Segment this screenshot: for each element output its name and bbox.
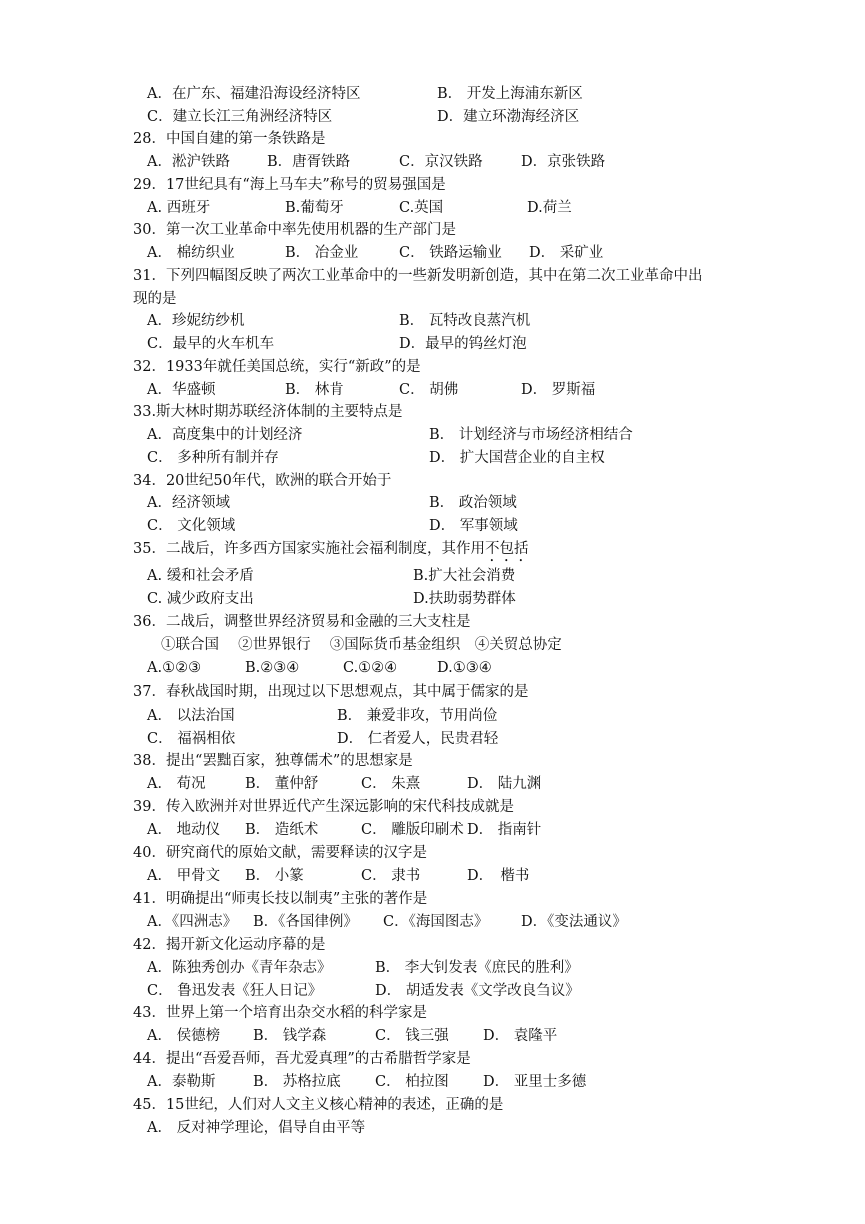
q30-option-d: D． 采矿业 <box>529 245 604 261</box>
q42-option-a: A．陈独秀创办《青年杂志》 <box>147 960 332 976</box>
q29-option-d: D.荷兰 <box>527 200 572 216</box>
q30-stem: 30．第一次工业革命中率先使用机器的生产部门是 <box>133 222 456 238</box>
q27-option-a: A．在广东、福建沿海设经济特区 <box>147 86 361 102</box>
q29-option-b: B.葡萄牙 <box>285 200 344 216</box>
q31-option-b: B． 瓦特改良蒸汽机 <box>399 313 531 329</box>
q35-stem-emphasis: 不包括 <box>484 541 529 557</box>
q40-option-c: C． 隶书 <box>361 868 421 884</box>
q38-stem: 38．提出“罢黜百家，独尊儒术”的思想家是 <box>133 753 413 769</box>
q44-option-c: C． 柏拉图 <box>375 1074 449 1090</box>
q44-option-b: B． 苏格拉底 <box>253 1074 341 1090</box>
q37-stem: 37．春秋战国时期，出现过以下思想观点，其中属于儒家的是 <box>133 684 529 700</box>
q40-option-d: D． 楷书 <box>467 868 530 884</box>
q33-option-d: D． 扩大国营企业的自主权 <box>429 450 605 466</box>
q32-option-b: B． 林肯 <box>285 382 344 398</box>
q41-option-b: B．《各国律例》 <box>253 914 358 930</box>
q32-option-c: C． 胡佛 <box>399 382 459 398</box>
q35-option-b: B.扩大社会消费 <box>413 568 516 584</box>
q36-stem: 36．二战后，调整世界经济贸易和金融的三大支柱是 <box>133 614 471 630</box>
q35-option-c: C. 减少政府支出 <box>147 591 254 607</box>
q29-stem: 29．17世纪具有“海上马车夫”称号的贸易强国是 <box>133 177 446 193</box>
q32-stem: 32．1933年就任美国总统，实行“新政”的是 <box>133 359 421 375</box>
q38-option-b: B． 董仲舒 <box>245 776 319 792</box>
q41-option-a: A．《四洲志》 <box>147 914 238 930</box>
q39-option-c: C． 雕版印刷术 <box>361 822 464 838</box>
q29-option-a: A. 西班牙 <box>147 200 211 216</box>
q44-option-a: A．泰勒斯 <box>147 1074 216 1090</box>
q40-option-a: A． 甲骨文 <box>147 868 221 884</box>
q36-option-b: B.②③④ <box>245 660 300 676</box>
q31-option-d: D．最早的钨丝灯泡 <box>399 336 527 352</box>
q36-option-a: A.①②③ <box>147 660 202 676</box>
q34-option-b: B． 政治领域 <box>429 495 517 511</box>
q40-stem: 40．研究商代的原始文献，需要释读的汉字是 <box>133 845 427 861</box>
q41-option-c: C．《海国图志》 <box>383 914 489 930</box>
q42-option-d: D． 胡适发表《文学改良刍议》 <box>375 983 580 999</box>
q28-option-b: B．唐胥铁路 <box>267 154 351 170</box>
q31-option-c: C．最早的火车机车 <box>147 336 275 352</box>
q35-stem-text: 35．二战后，许多西方国家实施社会福利制度，其作用 <box>133 541 485 557</box>
q33-option-b: B． 计划经济与市场经济相结合 <box>429 427 633 443</box>
q27-option-b: B． 开发上海浦东新区 <box>437 86 583 102</box>
q39-stem: 39．传入欧洲并对世界近代产生深远影响的宋代科技成就是 <box>133 799 514 815</box>
q37-option-c: C． 福祸相依 <box>147 731 236 747</box>
q28-option-c: C．京汉铁路 <box>399 154 483 170</box>
q37-option-d: D． 仁者爱人，民贵君轻 <box>337 731 499 747</box>
q39-option-a: A． 地动仪 <box>147 822 221 838</box>
q36-option-d: D.①③④ <box>437 660 492 676</box>
q30-option-c: C． 铁路运输业 <box>399 245 502 261</box>
q43-option-b: B． 钱学森 <box>253 1028 327 1044</box>
q40-option-b: B． 小篆 <box>245 868 304 884</box>
q41-option-d: D．《变法通议》 <box>521 914 627 930</box>
q33-option-a: A．高度集中的计划经济 <box>147 427 303 443</box>
q31-option-a: A．珍妮纺纱机 <box>147 313 245 329</box>
q44-stem: 44．提出“吾爱吾师，吾尤爱真理”的古希腊哲学家是 <box>133 1051 471 1067</box>
q42-stem: 42．揭开新文化运动序幕的是 <box>133 937 326 953</box>
q37-option-a: A． 以法治国 <box>147 708 235 724</box>
q45-option-a: A． 反对神学理论，倡导自由平等 <box>147 1120 366 1136</box>
q43-stem: 43．世界上第一个培育出杂交水稻的科学家是 <box>133 1005 427 1021</box>
q30-option-b: B． 冶金业 <box>285 245 359 261</box>
q42-option-b: B． 李大钊发表《庶民的胜利》 <box>375 960 579 976</box>
q34-option-c: C． 文化领域 <box>147 518 236 534</box>
q43-option-c: C． 钱三强 <box>375 1028 449 1044</box>
q43-option-d: D． 袁隆平 <box>483 1028 558 1044</box>
q35-stem <box>133 539 528 565</box>
q28-option-a: A．淞沪铁路 <box>147 154 230 170</box>
q34-option-d: D． 军事领域 <box>429 518 518 534</box>
q33-stem: 33.斯大林时期苏联经济体制的主要特点是 <box>133 404 403 420</box>
q35-option-d: D.扶助弱势群体 <box>413 591 516 607</box>
q41-stem: 41．明确提出“师夷长技以制夷”主张的著作是 <box>133 891 428 907</box>
q36-option-c: C.①②④ <box>343 660 398 676</box>
q39-option-b: B． 造纸术 <box>245 822 319 838</box>
q30-option-a: A． 棉纺织业 <box>147 245 235 261</box>
q32-option-a: A．华盛顿 <box>147 382 216 398</box>
q36-items: ①联合国 ②世界银行 ③国际货币基金组织 ④关贸总协定 <box>161 637 562 653</box>
q31-stem-line1: 31．下列四幅图反映了两次工业革命中的一些新发明新创造，其中在第二次工业革命中出 <box>133 268 703 284</box>
q34-option-a: A．经济领域 <box>147 495 230 511</box>
q27-option-d: D．建立环渤海经济区 <box>437 109 580 125</box>
q34-stem: 34．20世纪50年代，欧洲的联合开始于 <box>133 473 392 489</box>
q29-option-c: C.英国 <box>399 200 444 216</box>
q45-stem: 45．15世纪，人们对人文主义核心精神的表述，正确的是 <box>133 1097 504 1113</box>
q28-option-d: D．京张铁路 <box>521 154 606 170</box>
q28-stem: 28．中国自建的第一条铁路是 <box>133 131 326 147</box>
q43-option-a: A． 侯德榜 <box>147 1028 221 1044</box>
q42-option-c: C． 鲁迅发表《狂人日记》 <box>147 983 323 999</box>
q27-option-c: C．建立长江三角洲经济特区 <box>147 109 333 125</box>
q38-option-d: D． 陆九渊 <box>467 776 542 792</box>
q39-option-d: D． 指南针 <box>467 822 542 838</box>
q32-option-d: D． 罗斯福 <box>521 382 596 398</box>
q38-option-c: C． 朱熹 <box>361 776 421 792</box>
q35-option-a: A. 缓和社会矛盾 <box>147 568 254 584</box>
q31-stem-line2: 现的是 <box>133 291 177 307</box>
q44-option-d: D． 亚里士多德 <box>483 1074 587 1090</box>
q38-option-a: A． 荀况 <box>147 776 206 792</box>
q37-option-b: B． 兼爱非攻，节用尚俭 <box>337 708 498 724</box>
q33-option-c: C． 多种所有制并存 <box>147 450 279 466</box>
